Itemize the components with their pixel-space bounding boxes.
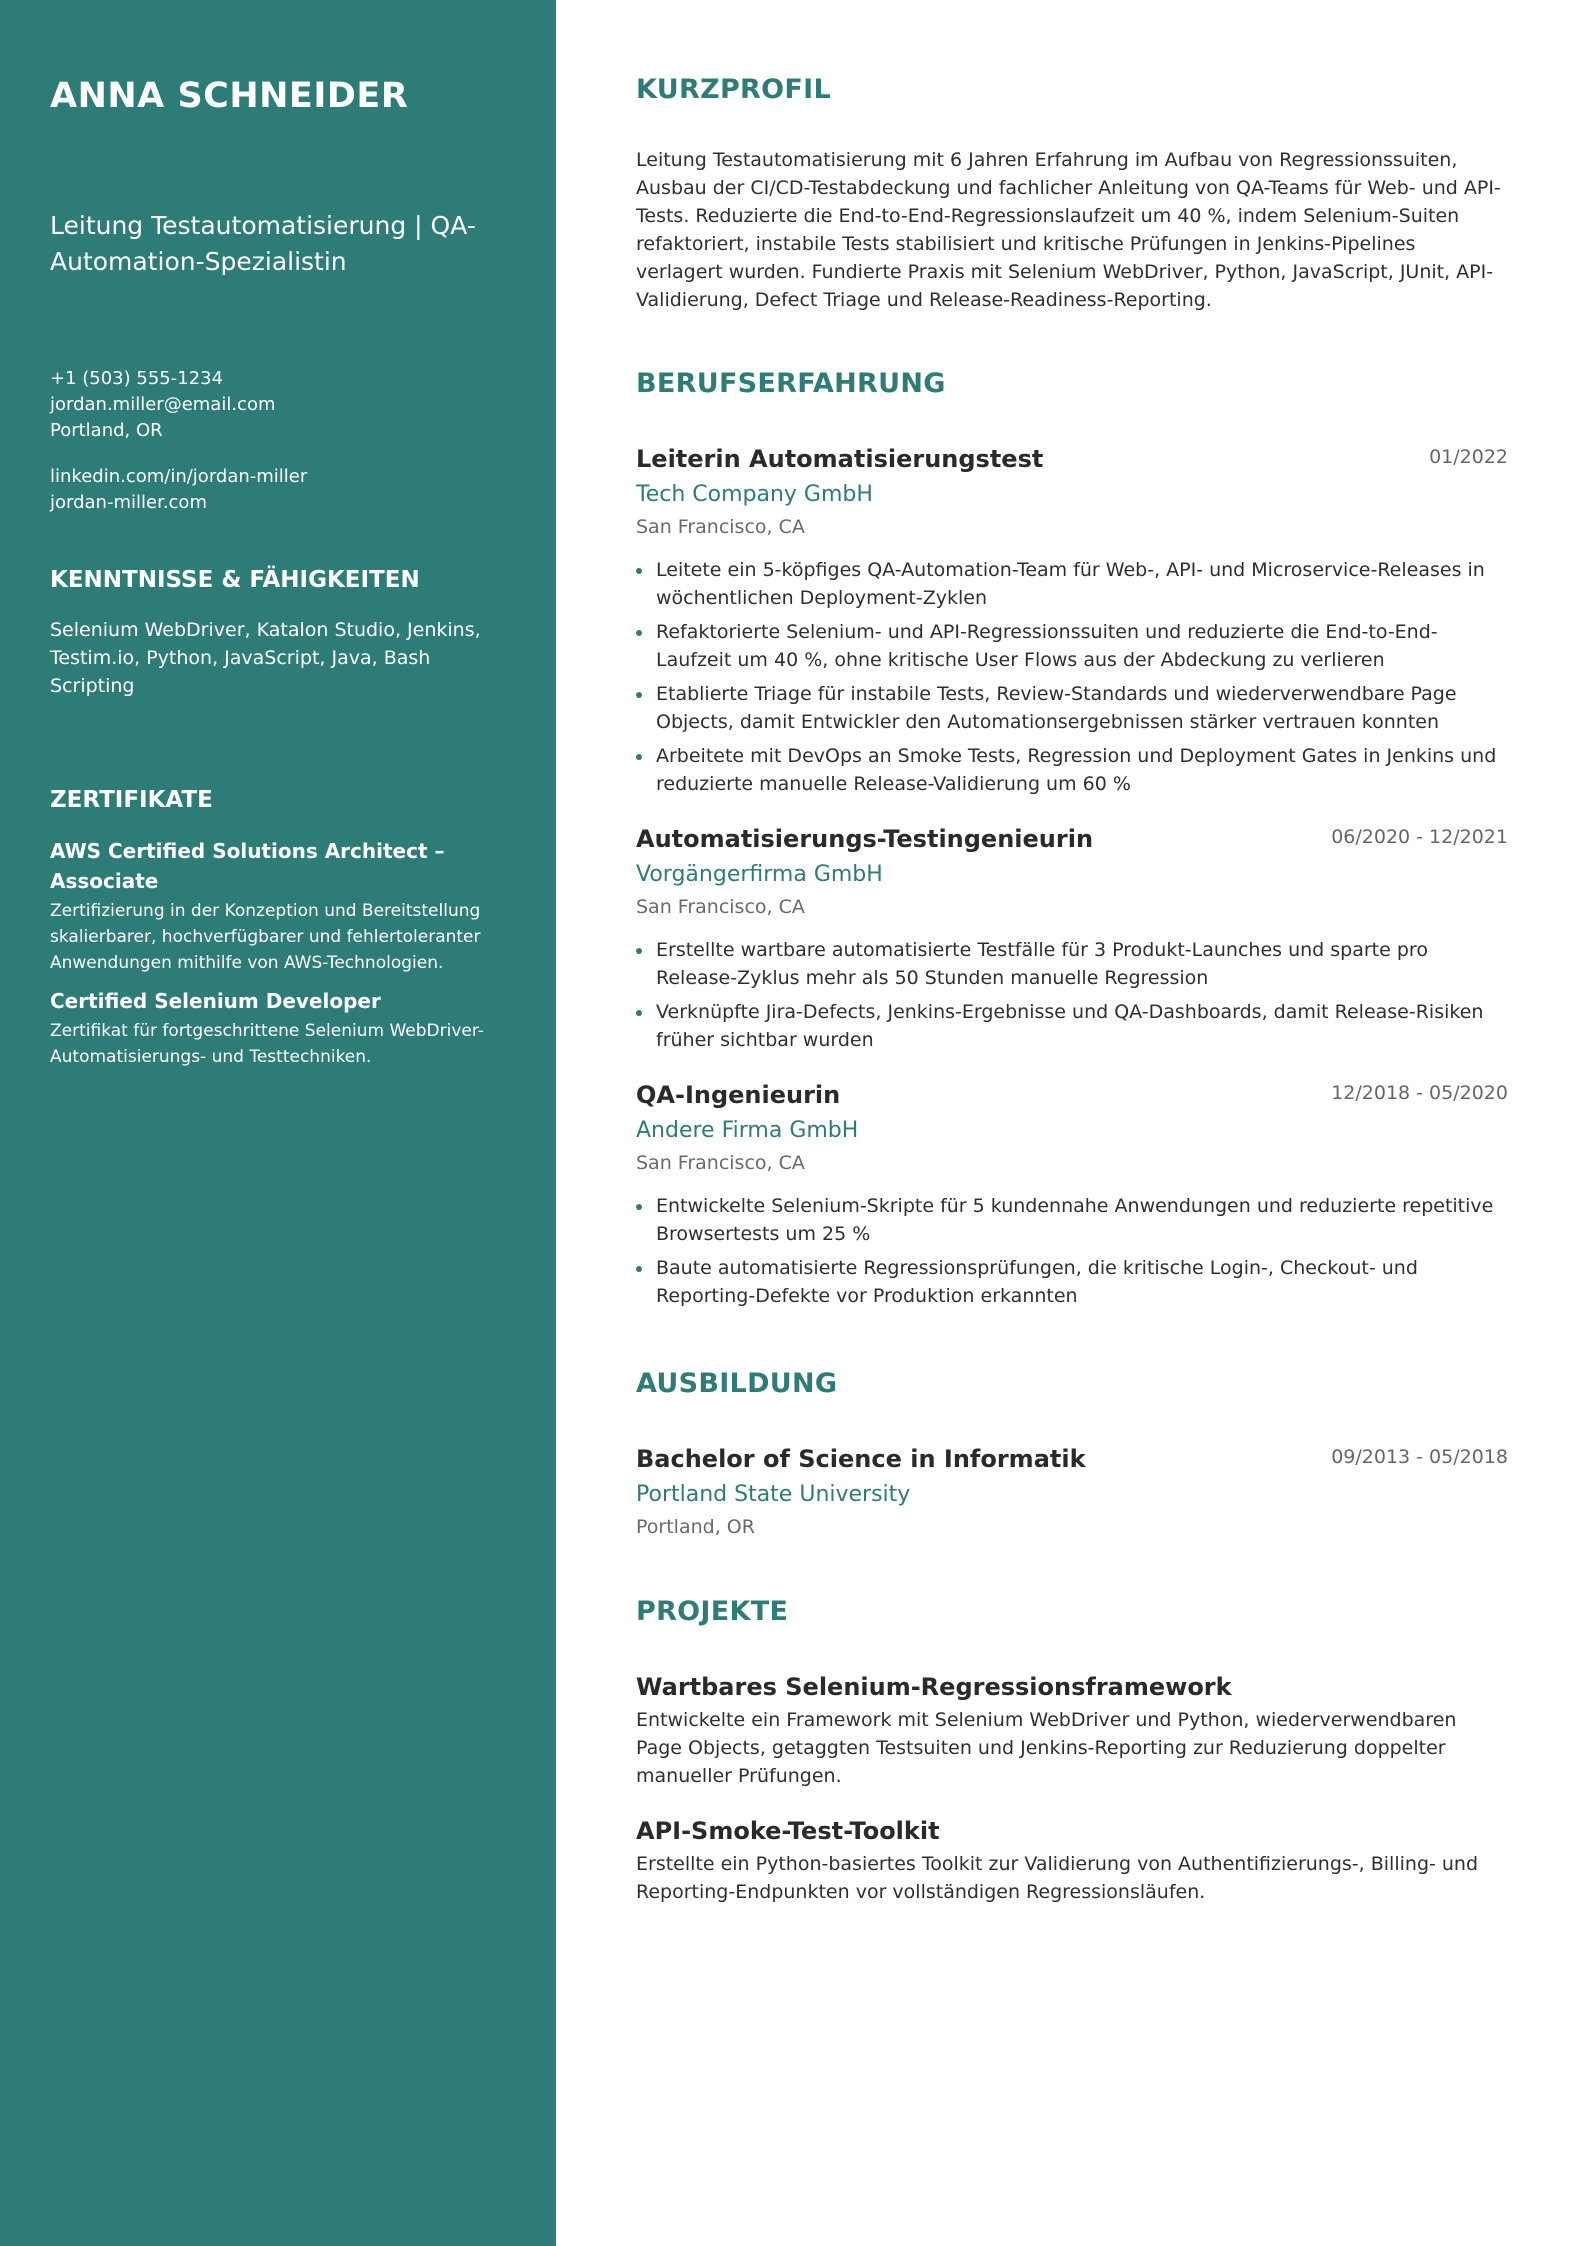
job-date: 12/2018 - 05/2020 bbox=[1331, 1082, 1508, 1104]
projects-section-title: PROJEKTE bbox=[636, 1596, 789, 1627]
job-entry bbox=[636, 822, 1508, 1054]
project-name: Wartbares Selenium-Regressionsframework bbox=[636, 1673, 1232, 1701]
contact-email: jordan.miller@email.com bbox=[50, 394, 276, 415]
skills-section-title: KENNTNISSE & FÄHIGKEITEN bbox=[50, 567, 420, 593]
education-section-title: AUSBILDUNG bbox=[636, 1368, 838, 1399]
skills-text: Selenium WebDriver, Katalon Studio, Jenkins, Testim.io, Python, JavaScript, Java, Bash Scripting bbox=[50, 619, 481, 697]
education-degree: Bachelor of Science in Informatik bbox=[636, 1445, 1086, 1473]
job-bullets bbox=[636, 936, 1508, 1054]
certificate-name: AWS Certified Solutions Architect – Associate bbox=[50, 839, 445, 893]
contact-phone: +1 (503) 555-1234 bbox=[50, 368, 224, 389]
job-title: QA-Ingenieurin bbox=[636, 1081, 841, 1109]
job-location: San Francisco, CA bbox=[636, 896, 805, 918]
job-date: 06/2020 - 12/2021 bbox=[1331, 826, 1508, 848]
education-entry bbox=[636, 1442, 1508, 1542]
job-company: Tech Company GmbH bbox=[636, 482, 873, 507]
certificate-description: Zertifikat für fortgeschrittene Selenium WebDriver-Automatisierungs- und Testtechniken. bbox=[50, 1021, 484, 1067]
job-title: Automatisierungs-Testingenieurin bbox=[636, 825, 1094, 853]
certificates-section-title: ZERTIFIKATE bbox=[50, 787, 213, 813]
contact-linkedin: linkedin.com/in/jordan-miller bbox=[50, 466, 308, 487]
summary-text: Leitung Testautomatisierung mit 6 Jahren Erfahrung im Aufbau von Regressionssuiten, Ausbau der CI/CD-Testabdeckung und fachlicher Anleitung von QA-Teams für Web- und API-Tests. Reduzierte die End-to-End-Regressionslaufzeit um 40 %, indem Selenium-Suiten refaktoriert, instabile Tests stabilisiert und kritische Prüfungen in Jenkins-Pipelines verlagert wurden. Fundierte Praxis mit Selenium WebDriver, Python, JavaScript, JUnit, API-Validierung, Defect Triage und Release-Readiness-Reporting. bbox=[636, 149, 1501, 311]
job-entry bbox=[636, 1078, 1508, 1310]
candidate-headline: Leitung Testautomatisierung | QA-Automation-Spezialistin bbox=[50, 211, 476, 276]
contact-location: Portland, OR bbox=[50, 420, 163, 441]
job-date: 01/2022 bbox=[1429, 446, 1508, 468]
job-company: Andere Firma GmbH bbox=[636, 1118, 859, 1143]
education-school: Portland State University bbox=[636, 1482, 911, 1507]
experience-section-title: BERUFSERFAHRUNG bbox=[636, 368, 946, 399]
job-bullet: Verknüpfte Jira-Defects, Jenkins-Ergebnisse und QA-Dashboards, damit Release-Risiken früher sichtbar wurden bbox=[636, 998, 1508, 1054]
job-bullet: Refaktorierte Selenium- und API-Regressionssuiten und reduzierte die End-to-End-Laufzeit um 40 %, ohne kritische User Flows aus der Abdeckung zu verlieren bbox=[636, 618, 1508, 674]
job-bullet: Leitete ein 5-köpfiges QA-Automation-Team für Web-, API- und Microservice-Releases in wöchentlichen Deployment-Zyklen bbox=[636, 556, 1508, 612]
contact-links bbox=[50, 464, 506, 516]
sidebar bbox=[0, 0, 556, 2246]
project-description: Erstellte ein Python-basiertes Toolkit zur Validierung von Authentifizierungs-, Billing- und Reporting-Endpunkten vor vollständigen Regressionsläufen. bbox=[636, 1853, 1479, 1903]
project-name: API-Smoke-Test-Toolkit bbox=[636, 1817, 940, 1845]
job-bullet: Etablierte Triage für instabile Tests, Review-Standards und wiederverwendbare Page Objects, damit Entwickler den Automationsergebnissen stärker vertrauen konnten bbox=[636, 680, 1508, 736]
contact-website: jordan-miller.com bbox=[50, 492, 207, 513]
contact-block bbox=[50, 366, 506, 516]
job-bullets bbox=[636, 556, 1508, 798]
job-title: Leiterin Automatisierungstest bbox=[636, 445, 1044, 473]
project-entry bbox=[636, 1814, 1508, 1906]
job-bullet: Erstellte wartbare automatisierte Testfälle für 3 Produkt-Launches und sparte pro Release-Zyklus mehr als 50 Stunden manuelle Regression bbox=[636, 936, 1508, 992]
project-entry bbox=[636, 1670, 1508, 1790]
certificate-item bbox=[50, 836, 506, 976]
job-bullet: Baute automatisierte Regressionsprüfungen, die kritische Login-, Checkout- und Reporting-Defekte vor Produktion erkannten bbox=[636, 1254, 1508, 1310]
certificate-item bbox=[50, 986, 506, 1070]
certificate-name: Certified Selenium Developer bbox=[50, 989, 381, 1013]
job-entry bbox=[636, 442, 1508, 798]
education-location: Portland, OR bbox=[636, 1516, 755, 1538]
summary-section-title: KURZPROFIL bbox=[636, 74, 831, 105]
education-date: 09/2013 - 05/2018 bbox=[1331, 1446, 1508, 1468]
candidate-name: ANNA SCHNEIDER bbox=[50, 76, 409, 116]
project-description: Entwickelte ein Framework mit Selenium WebDriver und Python, wiederverwendbaren Page Objects, getaggten Testsuiten und Jenkins-Reporting zur Reduzierung doppelter manueller Prüfungen. bbox=[636, 1709, 1457, 1787]
certificate-description: Zertifizierung in der Konzeption und Bereitstellung skalierbarer, hochverfügbarer und fehlertoleranter Anwendungen mithilfe von AWS-Technologien. bbox=[50, 901, 481, 973]
job-bullet: Entwickelte Selenium-Skripte für 5 kundennahe Anwendungen und reduzierte repetitive Browsertests um 25 % bbox=[636, 1192, 1508, 1248]
job-company: Vorgängerfirma GmbH bbox=[636, 862, 883, 887]
job-location: San Francisco, CA bbox=[636, 516, 805, 538]
job-bullets bbox=[636, 1192, 1508, 1310]
job-bullet: Arbeitete mit DevOps an Smoke Tests, Regression und Deployment Gates in Jenkins und reduzierte manuelle Release-Validierung um 60 % bbox=[636, 742, 1508, 798]
main-content bbox=[636, 72, 1508, 1906]
job-location: San Francisco, CA bbox=[636, 1152, 805, 1174]
